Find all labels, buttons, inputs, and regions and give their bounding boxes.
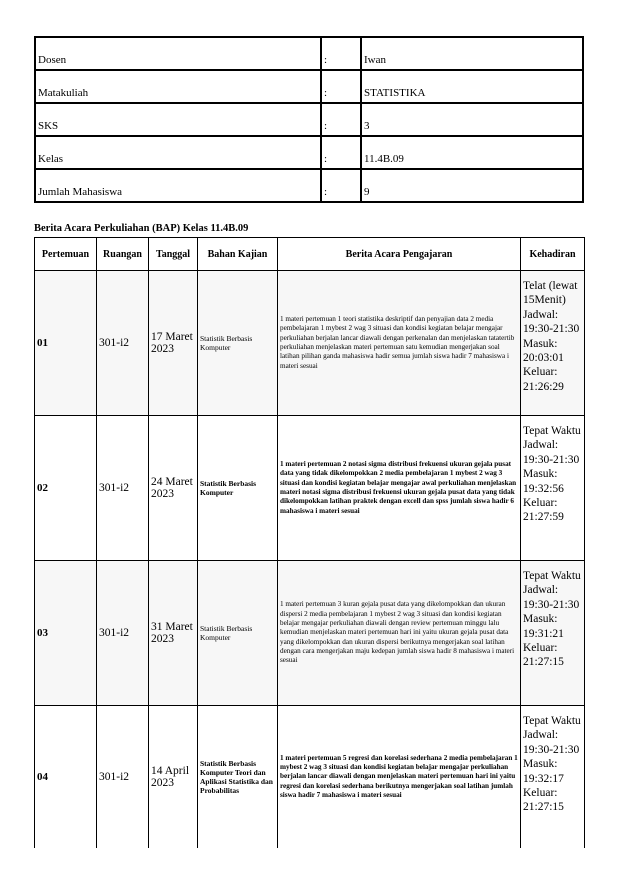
info-value: STATISTIKA [361, 70, 583, 103]
cell-pertemuan: 03 [35, 561, 97, 706]
cell-bahan-kajian: Statistik Berbasis Komputer [198, 271, 278, 416]
cell-tanggal: 31 Maret 2023 [149, 561, 198, 706]
info-label: Dosen [35, 37, 321, 70]
table-row [35, 706, 585, 849]
header-tanggal: Tanggal [149, 238, 198, 271]
cell-kehadiran: Tepat Waktu Jadwal: 19:30-21:30 Masuk: 19:31:21 Keluar: 21:27:15 [521, 561, 585, 706]
cell-tanggal: 17 Maret 2023 [149, 271, 198, 416]
cell-berita-acara: 1 materi pertemuan 5 regresi dan korelasi sederhana 2 media pembelajaran 1 mybest 2 wag 3 situasi dan kondisi kegiatan belajar mengajar perkuliahan berjalan lancar diawali dengan menjelaskan materi pertemuan hari ini yaitu regresi dan korelasi sederhana berikutnya mengerjakan soal latihan jumlah siswa hadir 7 mahasiswa i materi sesuai [278, 706, 521, 849]
cell-ruangan: 301-i2 [97, 271, 149, 416]
info-separator: : [321, 37, 361, 70]
cell-berita-acara: 1 materi pertemuan 2 notasi sigma distribusi frekuensi ukuran gejala pusat data yang tidak dikelompokkan 2 media pembelajaran 1 mybest 2 wag 3 situasi dan kondisi kegiatan belajar mengajar awal perkuliahan menjelaskan materi notasi sigma distribusi frekuensi ukuran gejala pusat data yang tidak dikelompokkan latihan praktek dengan excell dan spss jumlah siswa hadir 6 mahasiswa i materi sesuai [278, 416, 521, 561]
cell-pertemuan: 01 [35, 271, 97, 416]
info-label: SKS [35, 103, 321, 136]
cell-kehadiran: Tepat Waktu Jadwal: 19:30-21:30 Masuk: 19:32:56 Keluar: 21:27:59 [521, 416, 585, 561]
bap-table [34, 237, 585, 848]
info-label: Kelas [35, 136, 321, 169]
cell-ruangan: 301-i2 [97, 561, 149, 706]
bap-section-title: Berita Acara Perkuliahan (BAP) Kelas 11.4B.09 [34, 223, 249, 234]
cell-bahan-kajian: Statistik Berbasis Komputer [198, 561, 278, 706]
info-separator: : [321, 103, 361, 136]
info-row-sks [35, 103, 583, 136]
cell-berita-acara: 1 materi pertemuan 3 kuran gejala pusat data yang dikelompokkan dan ukuran dispersi 2 media pembelajaran 1 mybest 2 wag 3 situasi dan kondisi kegiatan belajar mengajar perkuliahan diawali dengan review pertemuan minggu lalu kemudian menjelaskan materi pertemuan hari ini yaitu ukuran gejala pusat data yang dikelompokkan dan ukuran dispersi berikutnya mengerjakan soal latihan dengan cara mengerjakan maju kedepan jumlah siswa hadir 8 mahasiswa i materi sesuai [278, 561, 521, 706]
info-row-kelas [35, 136, 583, 169]
info-separator: : [321, 136, 361, 169]
header-bahan-kajian: Bahan Kajian [198, 238, 278, 271]
table-row [35, 561, 585, 706]
header-berita-acara: Berita Acara Pengajaran [278, 238, 521, 271]
cell-kehadiran: Tepat Waktu Jadwal: 19:30-21:30 Masuk: 19:32:17 Keluar: 21:27:15 [521, 706, 585, 849]
info-label: Jumlah Mahasiswa [35, 169, 321, 202]
header-kehadiran: Kehadiran [521, 238, 585, 271]
cell-kehadiran: Telat (lewat 15Menit) Jadwal: 19:30-21:30 Masuk: 20:03:01 Keluar: 21:26:29 [521, 271, 585, 416]
course-info-table [34, 36, 584, 203]
cell-pertemuan: 04 [35, 706, 97, 849]
cell-bahan-kajian: Statistik Berbasis Komputer Teori dan Aplikasi Statistika dan Probabilitas [198, 706, 278, 849]
info-label: Matakuliah [35, 70, 321, 103]
table-row [35, 271, 585, 416]
info-value: 3 [361, 103, 583, 136]
info-value: 9 [361, 169, 583, 202]
header-pertemuan: Pertemuan [35, 238, 97, 271]
header-ruangan: Ruangan [97, 238, 149, 271]
info-separator: : [321, 169, 361, 202]
cell-ruangan: 301-i2 [97, 416, 149, 561]
info-value: Iwan [361, 37, 583, 70]
table-row [35, 416, 585, 561]
cell-tanggal: 24 Maret 2023 [149, 416, 198, 561]
cell-pertemuan: 02 [35, 416, 97, 561]
cell-ruangan: 301-i2 [97, 706, 149, 849]
info-row-dosen [35, 37, 583, 70]
cell-berita-acara: 1 materi pertemuan 1 teori statistika deskriptif dan penyajian data 2 media pembelajaran 1 mybest 2 wag 3 situasi dan kondisi kegiatan belajar mengajar perkuliahan berjalan lancar diawali dengan perkenalan dan menjelaskan tatatertib perkuliahan menjelaskan materi pertemuan satu kemudian mengerjakan soal latihan pilihan ganda mahasiswa hadir semua jumlah siswa hadir 7 mahasiswa i materi sesuai [278, 271, 521, 416]
info-row-jumlah-mahasiswa [35, 169, 583, 202]
cell-tanggal: 14 April 2023 [149, 706, 198, 849]
info-value: 11.4B.09 [361, 136, 583, 169]
info-separator: : [321, 70, 361, 103]
bap-header-row [35, 238, 585, 271]
info-row-matakuliah [35, 70, 583, 103]
cell-bahan-kajian: Statistik Berbasis Komputer [198, 416, 278, 561]
